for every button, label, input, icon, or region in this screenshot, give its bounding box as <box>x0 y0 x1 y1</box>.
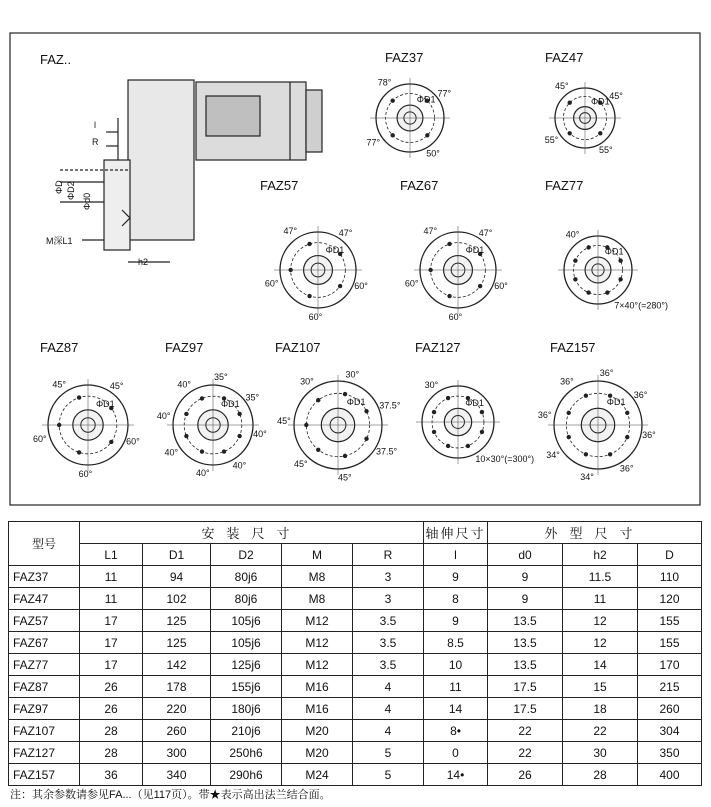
angle-label: 36° <box>537 410 552 421</box>
value-cell: 17 <box>80 654 143 676</box>
angle-label: 45° <box>52 379 66 390</box>
value-cell: 155 <box>638 632 702 654</box>
value-cell: M20 <box>282 742 353 764</box>
value-cell: 9 <box>424 610 488 632</box>
value-cell: 80j6 <box>211 566 282 588</box>
angle-label: 45° <box>337 472 352 483</box>
bolt-hole <box>77 395 81 399</box>
angle-label: 45° <box>109 381 124 392</box>
dim-m: M深L1 <box>46 236 73 246</box>
bolt-hole <box>237 434 241 438</box>
angle-label: 77° <box>437 88 452 99</box>
angle-label: 47° <box>478 227 493 238</box>
bolt-hole <box>586 245 590 249</box>
value-cell: 22 <box>563 720 638 742</box>
angle-label: 60° <box>404 278 419 289</box>
value-cell: 12 <box>563 632 638 654</box>
d1-label: ΦD1 <box>325 244 345 255</box>
angle-label: 45° <box>554 80 569 91</box>
bolt-hole <box>618 277 622 281</box>
bolt-hole <box>364 409 368 413</box>
flange-view <box>545 50 623 155</box>
value-cell: 180j6 <box>211 698 282 720</box>
value-cell: M8 <box>282 588 353 610</box>
bolt-hole <box>432 430 436 434</box>
value-cell: 10 <box>424 654 488 676</box>
value-cell: M24 <box>282 764 353 786</box>
angle-label: 60° <box>494 280 508 291</box>
value-cell: 13.5 <box>488 654 563 676</box>
dimension-table <box>8 521 702 786</box>
value-cell: 17.5 <box>488 698 563 720</box>
bolt-hole <box>338 284 342 288</box>
flange-label: FAZ57 <box>260 178 299 193</box>
value-cell: 220 <box>143 698 211 720</box>
bolt-hole <box>57 423 61 427</box>
bolt-hole <box>184 434 188 438</box>
column-header: D <box>638 544 702 566</box>
column-header: R <box>353 544 424 566</box>
value-cell: 13.5 <box>488 632 563 654</box>
value-cell: M16 <box>282 698 353 720</box>
angle-label: 60° <box>264 278 279 289</box>
value-cell: 8• <box>424 720 488 742</box>
bolt-hole <box>447 242 451 246</box>
model-cell: FAZ107 <box>9 720 80 742</box>
bolt-hole <box>237 412 241 416</box>
angle-label: 77° <box>366 137 381 148</box>
value-cell: 3 <box>353 566 424 588</box>
value-cell: 30 <box>563 742 638 764</box>
flange-label: FAZ37 <box>385 50 424 65</box>
bolt-hole <box>307 242 311 246</box>
angle-label: 30° <box>424 379 439 390</box>
bolt-hole <box>568 131 572 135</box>
value-cell: 11 <box>424 676 488 698</box>
value-cell: 94 <box>143 566 211 588</box>
value-cell: 9 <box>488 588 563 610</box>
flange-view <box>157 340 267 478</box>
flange-view <box>538 340 656 482</box>
d1-label: ΦD1 <box>96 399 115 409</box>
model-cell: FAZ67 <box>9 632 80 654</box>
flange-label: FAZ157 <box>550 340 596 355</box>
value-cell: 300 <box>143 742 211 764</box>
bolt-hole <box>307 294 311 298</box>
value-cell: 120 <box>638 588 702 610</box>
flange-label: FAZ67 <box>400 178 439 193</box>
angle-label: 55° <box>599 145 613 156</box>
value-cell: M12 <box>282 654 353 676</box>
angle-label: 60° <box>78 468 93 479</box>
value-cell: 8.5 <box>424 632 488 654</box>
value-cell: 11.5 <box>563 566 638 588</box>
flange-label: FAZ127 <box>415 340 461 355</box>
main-label: FAZ.. <box>40 52 72 67</box>
bolt-hole <box>343 392 347 396</box>
model-cell: FAZ47 <box>9 588 80 610</box>
bolt-hole <box>466 444 470 448</box>
value-cell: 26 <box>488 764 563 786</box>
angle-label: 36° <box>599 367 614 378</box>
value-cell: 125 <box>143 610 211 632</box>
value-cell: 17.5 <box>488 676 563 698</box>
value-cell: 4 <box>353 676 424 698</box>
angle-label: 47° <box>338 227 353 238</box>
flange-label: FAZ97 <box>165 340 204 355</box>
d1-label: ΦD1 <box>591 96 610 107</box>
bolt-hole <box>390 133 394 137</box>
value-cell: 105j6 <box>211 632 282 654</box>
model-cell: FAZ37 <box>9 566 80 588</box>
value-cell: 28 <box>563 764 638 786</box>
value-cell: 9 <box>424 566 488 588</box>
angle-label: 30° <box>300 376 314 387</box>
angle-label: 7×40°(=280°) <box>614 300 669 311</box>
value-cell: 250h6 <box>211 742 282 764</box>
angle-label: 40° <box>195 468 210 479</box>
value-cell: 260 <box>638 698 702 720</box>
bolt-hole <box>568 101 572 105</box>
angle-label: 60° <box>354 280 368 291</box>
value-cell: 5 <box>353 764 424 786</box>
value-cell: 4 <box>353 698 424 720</box>
table-row <box>9 566 702 588</box>
value-cell: 170 <box>638 654 702 676</box>
table-row <box>9 588 702 610</box>
table-row <box>9 698 702 720</box>
angle-label: 40° <box>232 460 247 471</box>
bolt-hole <box>446 444 450 448</box>
value-cell: 260 <box>143 720 211 742</box>
footnote: 注：其余参数请参见FA...（见117页）。带★表示高出法兰结合面。 <box>10 789 331 801</box>
value-cell: 105j6 <box>211 610 282 632</box>
value-cell: 14 <box>563 654 638 676</box>
angle-label: 55° <box>544 135 559 146</box>
value-cell: 5 <box>353 742 424 764</box>
bolt-hole <box>222 449 226 453</box>
column-header: M <box>282 544 353 566</box>
value-cell: M20 <box>282 720 353 742</box>
bolt-hole <box>605 290 609 294</box>
bolt-hole <box>618 258 622 262</box>
flange-label: FAZ47 <box>545 50 584 65</box>
bolt-hole <box>567 411 571 415</box>
angle-label: 60° <box>32 433 47 444</box>
model-cell: FAZ77 <box>9 654 80 676</box>
dim-r: R <box>92 137 99 147</box>
table-row <box>9 676 702 698</box>
bolt-hole <box>625 411 629 415</box>
value-cell: 125 <box>143 632 211 654</box>
value-cell: 36 <box>80 764 143 786</box>
angle-label: 47° <box>283 226 298 237</box>
column-header: l <box>424 544 488 566</box>
value-cell: 14• <box>424 764 488 786</box>
value-cell: 304 <box>638 720 702 742</box>
angle-label: 35° <box>214 371 228 382</box>
group-outline: 外型尺寸 <box>488 522 702 544</box>
value-cell: 11 <box>80 566 143 588</box>
value-cell: 26 <box>80 698 143 720</box>
group-install: 安装尺寸 <box>80 522 424 544</box>
value-cell: 18 <box>563 698 638 720</box>
d1-label: ΦD1 <box>465 397 484 408</box>
angle-label: 60° <box>126 436 140 447</box>
flange-label: FAZ107 <box>275 340 321 355</box>
value-cell: 110 <box>638 566 702 588</box>
value-cell: M16 <box>282 676 353 698</box>
model-cell: FAZ97 <box>9 698 80 720</box>
value-cell: 9 <box>488 566 563 588</box>
bolt-hole <box>364 437 368 441</box>
bolt-hole <box>480 430 484 434</box>
value-cell: 22 <box>488 720 563 742</box>
value-cell: 102 <box>143 588 211 610</box>
value-cell: 17 <box>80 632 143 654</box>
angle-label: 40° <box>177 379 191 390</box>
flange-view <box>367 50 452 158</box>
angle-label: 40° <box>253 429 267 440</box>
value-cell: 13.5 <box>488 610 563 632</box>
value-cell: M12 <box>282 632 353 654</box>
value-cell: 4 <box>353 720 424 742</box>
bolt-hole <box>425 133 429 137</box>
bolt-hole <box>428 268 432 272</box>
value-cell: 155j6 <box>211 676 282 698</box>
angle-label: 47° <box>423 226 438 237</box>
bolt-hole <box>200 396 204 400</box>
bolt-hole <box>625 435 629 439</box>
table-row <box>9 654 702 676</box>
value-cell: 125j6 <box>211 654 282 676</box>
bolt-hole <box>184 412 188 416</box>
flange-label: FAZ87 <box>40 340 79 355</box>
dim-d2: ΦD2 <box>66 181 76 200</box>
value-cell: 350 <box>638 742 702 764</box>
model-cell: FAZ87 <box>9 676 80 698</box>
dim-d: ΦD <box>54 180 64 194</box>
model-cell: FAZ57 <box>9 610 80 632</box>
flange-view <box>400 178 508 322</box>
angle-label: 36° <box>619 463 634 474</box>
angle-label: 36° <box>633 390 648 401</box>
value-cell: 22 <box>488 742 563 764</box>
d1-label: ΦD1 <box>346 397 366 408</box>
value-cell: 28 <box>80 720 143 742</box>
value-cell: 0 <box>424 742 488 764</box>
flange-label: FAZ77 <box>545 178 584 193</box>
model-header: 型号 <box>9 522 80 566</box>
angle-label: 37.5° <box>375 446 398 457</box>
angle-label: 45° <box>277 416 291 427</box>
angle-label: 37.5° <box>379 400 401 411</box>
value-cell: M12 <box>282 610 353 632</box>
angle-label: 40° <box>565 229 580 240</box>
table-row <box>9 610 702 632</box>
value-cell: 340 <box>143 764 211 786</box>
angle-label: 36° <box>560 376 574 387</box>
bolt-hole <box>586 290 590 294</box>
value-cell: 155 <box>638 610 702 632</box>
d1-label: ΦD1 <box>416 94 436 105</box>
value-cell: 142 <box>143 654 211 676</box>
value-cell: 11 <box>563 588 638 610</box>
bolt-hole <box>77 450 81 454</box>
bolt-hole <box>316 398 320 402</box>
dim-d0: Φd0 <box>82 192 92 210</box>
flange-view <box>275 340 401 482</box>
value-cell: 3 <box>353 588 424 610</box>
bolt-hole <box>608 452 612 456</box>
angle-label: 45° <box>609 90 623 101</box>
value-cell: 215 <box>638 676 702 698</box>
d1-label: ΦD1 <box>604 246 624 257</box>
angle-label: 60° <box>308 311 323 322</box>
bolt-hole <box>573 277 577 281</box>
value-cell: 178 <box>143 676 211 698</box>
angle-label: 30° <box>345 369 360 380</box>
angle-label: 78° <box>377 77 392 88</box>
dim-h2: h2 <box>138 257 149 267</box>
value-cell: 14 <box>424 698 488 720</box>
value-cell: 210j6 <box>211 720 282 742</box>
bolt-hole <box>288 268 292 272</box>
bolt-hole <box>390 98 394 102</box>
bolt-hole <box>447 294 451 298</box>
angle-label: 34° <box>546 449 560 460</box>
value-cell: 3.5 <box>353 610 424 632</box>
value-cell: 17 <box>80 610 143 632</box>
bolt-hole <box>432 410 436 414</box>
bolt-hole <box>598 131 602 135</box>
bolt-hole <box>446 396 450 400</box>
value-cell: 290h6 <box>211 764 282 786</box>
column-header: D1 <box>143 544 211 566</box>
angle-label: 45° <box>294 458 308 469</box>
angle-label: 36° <box>642 429 656 440</box>
bolt-hole <box>584 452 588 456</box>
group-shaft: 轴伸尺寸 <box>424 522 488 544</box>
dim-l: l <box>94 120 96 130</box>
d1-label: ΦD1 <box>221 399 240 409</box>
bolt-hole <box>109 440 113 444</box>
bolt-hole <box>573 258 577 262</box>
bolt-hole <box>480 410 484 414</box>
angle-label: 34° <box>580 472 594 483</box>
value-cell: 26 <box>80 676 143 698</box>
flange-view <box>33 340 140 479</box>
table-row <box>9 632 702 654</box>
value-cell: 3.5 <box>353 632 424 654</box>
value-cell: 3.5 <box>353 654 424 676</box>
bolt-hole <box>304 423 308 427</box>
bolt-hole <box>316 448 320 452</box>
value-cell: M8 <box>282 566 353 588</box>
flange-view <box>545 178 668 310</box>
value-cell: 400 <box>638 764 702 786</box>
bolt-hole <box>343 454 347 458</box>
flange-view <box>415 340 534 464</box>
d1-label: ΦD1 <box>465 244 485 255</box>
value-cell: 15 <box>563 676 638 698</box>
bolt-hole <box>567 435 571 439</box>
value-cell: 8 <box>424 588 488 610</box>
angle-label: 50° <box>426 148 440 159</box>
d1-label: ΦD1 <box>606 397 626 408</box>
value-cell: 11 <box>80 588 143 610</box>
value-cell: 28 <box>80 742 143 764</box>
table-row <box>9 720 702 742</box>
flange-view <box>260 178 368 322</box>
angle-label: 35° <box>245 392 260 403</box>
angle-label: 40° <box>164 447 179 458</box>
column-header: D2 <box>211 544 282 566</box>
bolt-hole <box>200 449 204 453</box>
angle-label: 40° <box>156 410 171 421</box>
column-header: d0 <box>488 544 563 566</box>
model-cell: FAZ157 <box>9 764 80 786</box>
bolt-hole <box>584 394 588 398</box>
column-header: h2 <box>563 544 638 566</box>
table-row <box>9 742 702 764</box>
value-cell: 12 <box>563 610 638 632</box>
column-header: L1 <box>80 544 143 566</box>
angle-label: 60° <box>448 311 463 322</box>
table-row <box>9 764 702 786</box>
angle-label: 10×30°(=300°) <box>475 454 535 465</box>
value-cell: 80j6 <box>211 588 282 610</box>
model-cell: FAZ127 <box>9 742 80 764</box>
bolt-hole <box>478 284 482 288</box>
